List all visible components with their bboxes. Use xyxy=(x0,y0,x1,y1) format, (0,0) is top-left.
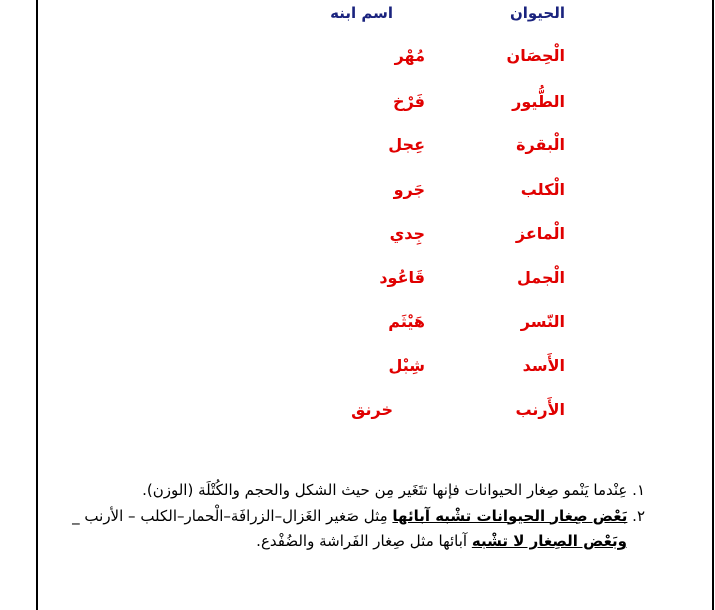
young-cell: فَرْخ xyxy=(393,92,425,111)
animal-cell: النّسر xyxy=(520,312,565,331)
young-cell: جِدي xyxy=(389,224,425,243)
note-2 xyxy=(45,504,645,530)
animal-cell: الأَسد xyxy=(522,356,565,375)
animal-cell: الْماعز xyxy=(515,224,565,243)
header-young-name: اسم ابنه xyxy=(330,4,393,22)
note-1 xyxy=(45,478,645,504)
animal-cell: الأَرنب xyxy=(515,400,565,419)
note-2-text: مِثل صَغير الغَزال–الزرافَة–الْحمار–الكلب – الأرنب _ xyxy=(72,506,388,525)
note-1-number: ١. xyxy=(632,481,645,499)
note-2-number: ٢. xyxy=(632,506,645,525)
animal-cell: الْجمل xyxy=(516,268,565,287)
young-cell: مُهْر xyxy=(394,46,425,65)
young-cell: هَيْثَم xyxy=(388,312,425,331)
header-animal: الحيوان xyxy=(509,4,565,22)
note-2-bold: بَعْض صِغار الحيوانات تشْبه آبائها xyxy=(392,506,628,525)
note-3 xyxy=(45,529,645,555)
note-3-bold: وبَعْض الصِغار لا تشْبه xyxy=(471,532,627,550)
animal-cell: الْحِصَان xyxy=(506,46,565,65)
note-3-text: آبائها مثل صِغار الفَراشة والضُفْدع. xyxy=(256,532,468,550)
young-cell: جَرو xyxy=(393,180,425,199)
note-1-text: عِنْدما يَنْمو صِغار الحيوانات فإنها تتَغَير مِن حيث الشكل والحجم والكُتْلَة (الوزن). xyxy=(142,481,628,499)
page-border-right xyxy=(712,0,714,610)
young-cell: قَاعُود xyxy=(379,268,425,287)
young-cell: عِجل xyxy=(388,135,425,154)
animal-cell: الْبقرة xyxy=(516,135,565,154)
animal-cell: الطُّيور xyxy=(512,92,565,111)
page-border-left xyxy=(36,0,38,610)
young-cell: شِبْل xyxy=(388,356,425,375)
animal-cell: الْكلب xyxy=(520,180,565,199)
young-cell: خرنق xyxy=(351,400,393,419)
notes-section xyxy=(45,478,645,555)
